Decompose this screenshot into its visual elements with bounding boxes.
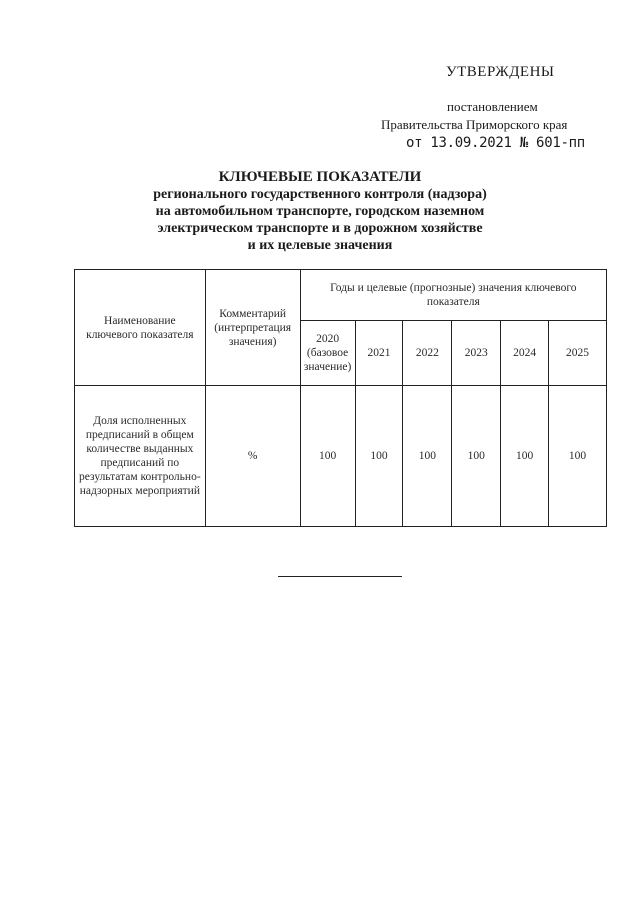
value-2024-cell: 100 [501,386,549,527]
title-line-2: регионального государственного контроля (надзора) [153,187,487,202]
header-year-2025: 2025 [549,321,607,386]
value-2023-cell: 100 [452,386,501,527]
title-line-5: и их целевые значения [247,238,393,253]
decree-line-2: Правительства Приморского края [381,117,568,132]
header-year-2022: 2022 [403,321,452,386]
value-2021-cell: 100 [355,386,403,527]
document-title [130,168,510,254]
value-2025-cell: 100 [549,386,607,527]
value-2022-cell: 100 [403,386,452,527]
header-years: Годы и целевые (прогнозные) значения ключевого показателя [300,270,606,321]
value-2020-cell: 100 [300,386,355,527]
indicator-comment-cell: % [205,386,300,527]
closing-divider [278,576,402,577]
header-year-2023: 2023 [452,321,501,386]
table-header-row-1 [75,270,607,321]
decree-date-number: от 13.09.2021 № 601-пп [406,135,585,151]
indicator-name-cell: Доля исполненных предписаний в общем количестве выданных предписаний по результатам контрольно-надзорных мероприятий [75,386,206,527]
header-year-2020: 2020 (базовое значение) [300,321,355,386]
decree-line-1: постановлением [447,99,538,114]
approval-heading: УТВЕРЖДЕНЫ [446,64,555,80]
header-year-2021: 2021 [355,321,403,386]
title-main: КЛЮЧЕВЫЕ ПОКАЗАТЕЛИ [218,169,422,185]
header-year-2024: 2024 [501,321,549,386]
title-line-3: на автомобильном транспорте, городском наземном [155,204,485,219]
key-indicators-table [74,269,607,527]
header-comment: Комментарий (интерпретация значения) [205,270,300,386]
header-indicator-name: Наименование ключевого показателя [75,270,206,386]
title-line-4: электрическом транспорте и в дорожном хозяйстве [157,221,483,236]
table-row [75,386,607,527]
